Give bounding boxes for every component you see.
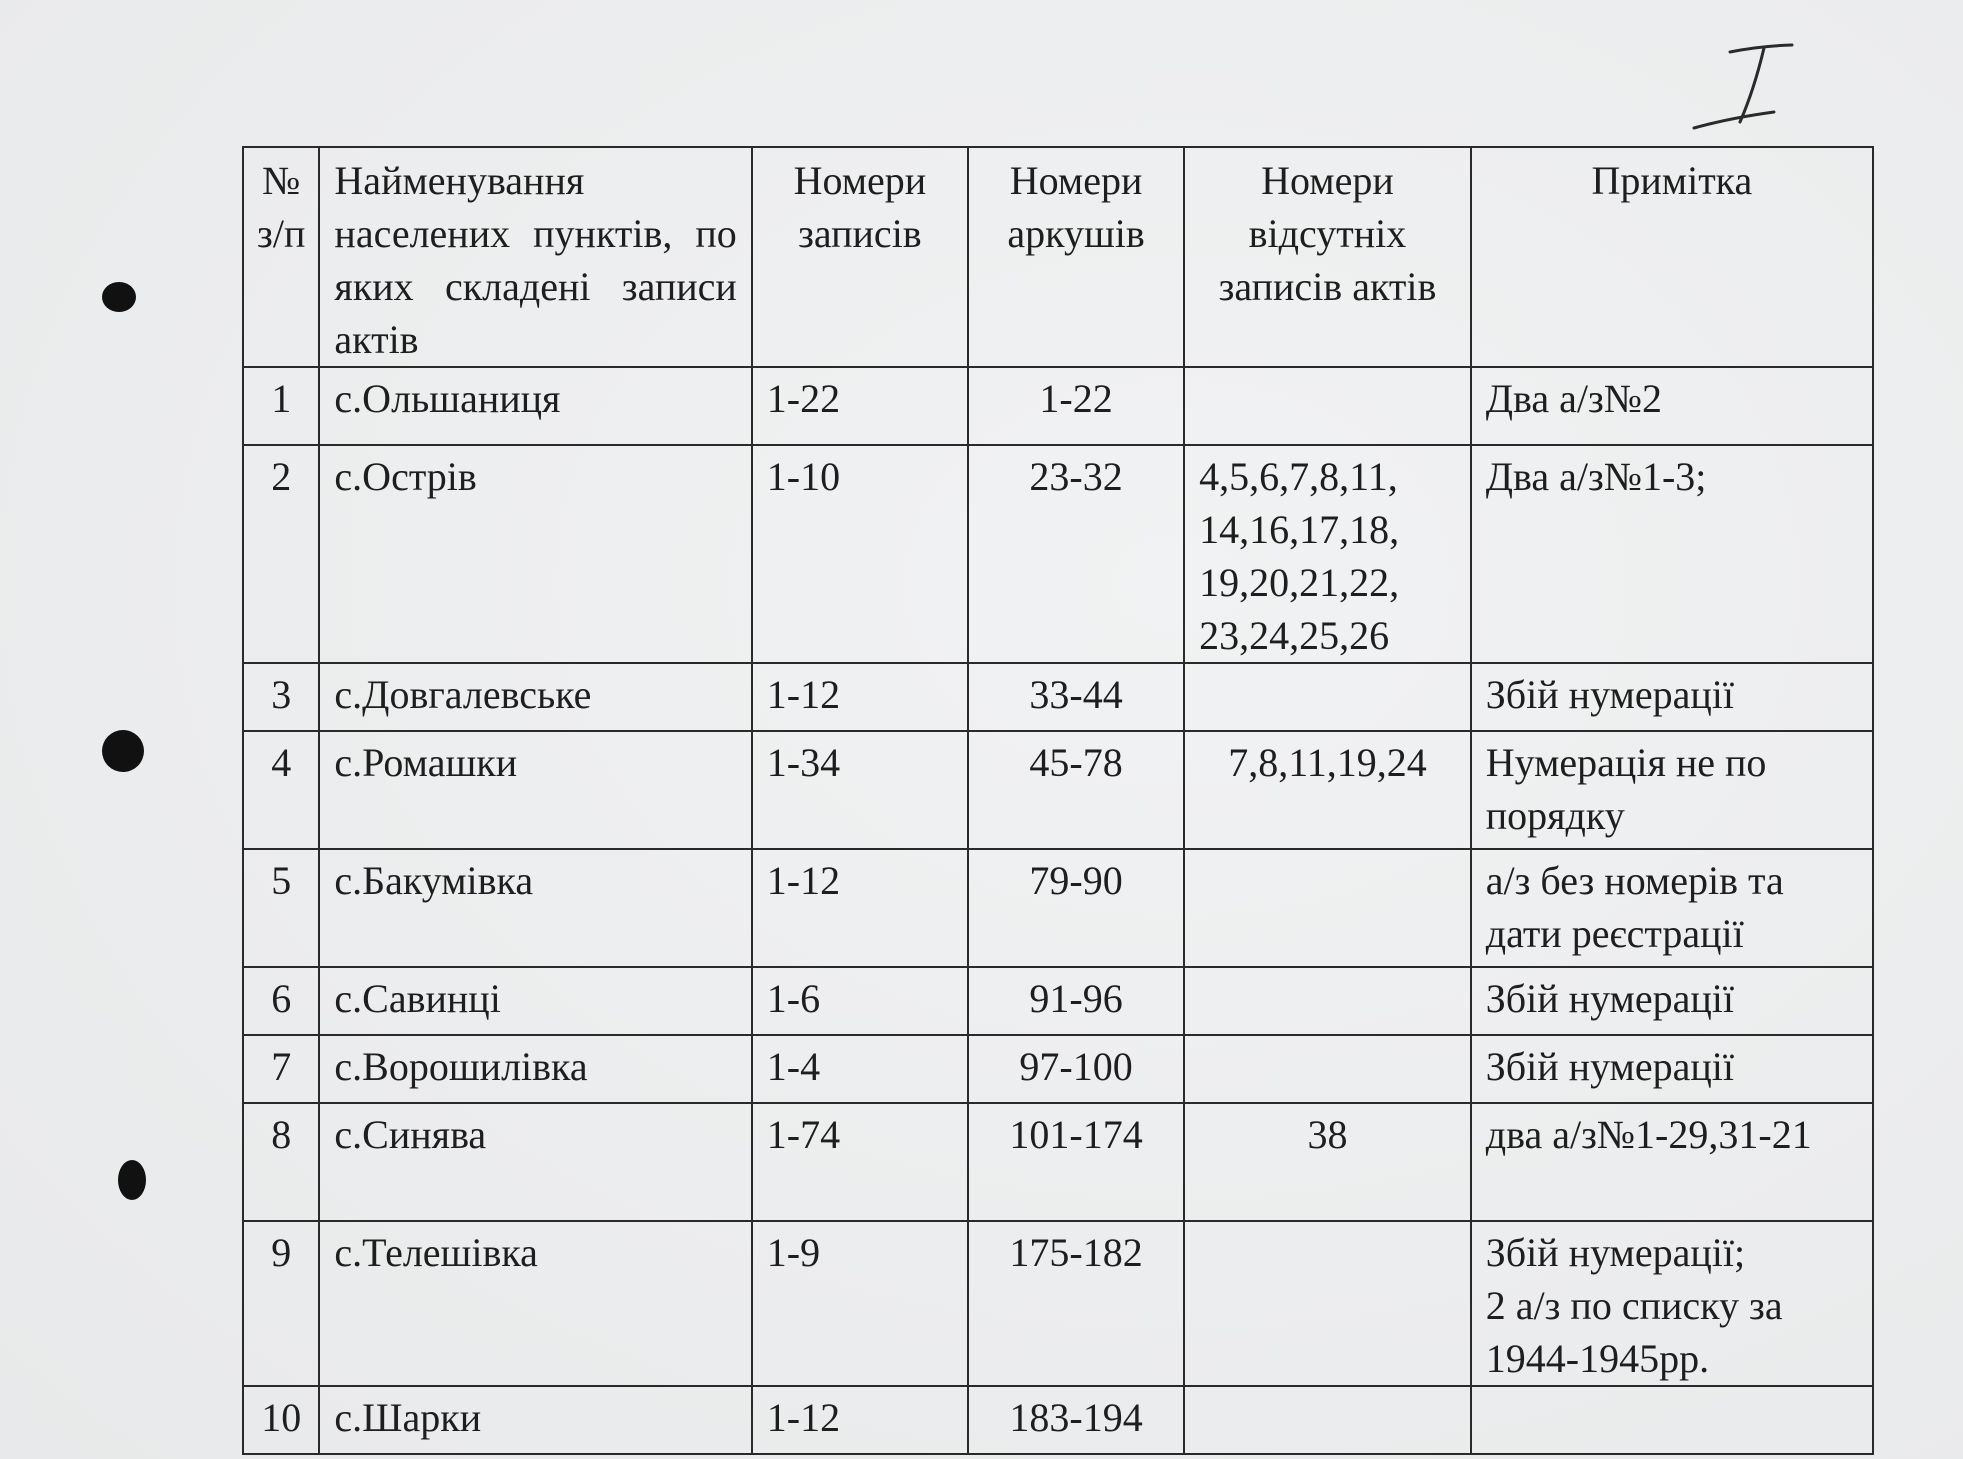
table-row	[243, 1386, 1873, 1454]
row-missing: 4,5,6,7,8,11, 14,16,17,18, 19,20,21,22, 23,24,25,26	[1184, 445, 1471, 663]
table-row	[243, 663, 1873, 731]
row-records: 1-74	[752, 1103, 968, 1221]
row-sheets: 175-182	[968, 1221, 1184, 1386]
row-note: Збій нумерації	[1471, 663, 1873, 731]
punch-hole-top	[102, 282, 136, 312]
table-row	[243, 731, 1873, 849]
row-missing	[1184, 663, 1471, 731]
row-note: два а/з№1-29,31-21	[1471, 1103, 1873, 1221]
row-settlement: с.Телешівка	[319, 1221, 751, 1386]
row-sheets: 45-78	[968, 731, 1184, 849]
header-missing-records: Номери відсутніх записів актів	[1184, 147, 1471, 367]
punch-hole-middle	[102, 730, 144, 772]
row-settlement: с.Довгалевське	[319, 663, 751, 731]
row-sheets: 91-96	[968, 967, 1184, 1035]
row-note	[1471, 1386, 1873, 1454]
row-missing	[1184, 1035, 1471, 1103]
header-record-numbers: Номери записів	[752, 147, 968, 367]
row-number: 10	[243, 1386, 319, 1454]
row-missing	[1184, 1221, 1471, 1386]
row-records: 1-34	[752, 731, 968, 849]
row-sheets: 97-100	[968, 1035, 1184, 1103]
row-records: 1-4	[752, 1035, 968, 1103]
row-records: 1-12	[752, 663, 968, 731]
row-missing: 7,8,11,19,24	[1184, 731, 1471, 849]
handwritten-page-number	[1690, 40, 1800, 140]
table-row	[243, 849, 1873, 967]
row-settlement: с.Ромашки	[319, 731, 751, 849]
row-sheets: 183-194	[968, 1386, 1184, 1454]
row-settlement: с.Ворошилівка	[319, 1035, 751, 1103]
row-missing	[1184, 367, 1471, 445]
row-note: а/з без номерів та дати реєстрації	[1471, 849, 1873, 967]
table-row	[243, 367, 1873, 445]
table-row	[243, 445, 1873, 663]
row-number: 7	[243, 1035, 319, 1103]
row-records: 1-6	[752, 967, 968, 1035]
row-sheets: 79-90	[968, 849, 1184, 967]
row-settlement: с.Острів	[319, 445, 751, 663]
row-note: Два а/з№2	[1471, 367, 1873, 445]
row-sheets: 101-174	[968, 1103, 1184, 1221]
row-records: 1-9	[752, 1221, 968, 1386]
row-missing	[1184, 967, 1471, 1035]
row-number: 8	[243, 1103, 319, 1221]
row-sheets: 33-44	[968, 663, 1184, 731]
row-number: 2	[243, 445, 319, 663]
row-note: Збій нумерації; 2 а/з по списку за 1944-1945рр.	[1471, 1221, 1873, 1386]
row-missing	[1184, 849, 1471, 967]
table-row	[243, 1035, 1873, 1103]
row-missing	[1184, 1386, 1471, 1454]
row-number: 4	[243, 731, 319, 849]
row-number: 5	[243, 849, 319, 967]
table-row	[243, 1103, 1873, 1221]
row-number: 3	[243, 663, 319, 731]
row-number: 1	[243, 367, 319, 445]
row-settlement: с.Бакумівка	[319, 849, 751, 967]
header-sheet-numbers: Номери аркушів	[968, 147, 1184, 367]
row-records: 1-22	[752, 367, 968, 445]
header-settlement-name: Найменування населених пунктів, по яких складені записи актів	[319, 147, 751, 367]
row-settlement: с.Ольшаниця	[319, 367, 751, 445]
punch-hole-bottom	[118, 1160, 146, 1200]
table-header-row	[243, 147, 1873, 367]
table-row	[243, 1221, 1873, 1386]
row-records: 1-10	[752, 445, 968, 663]
row-records: 1-12	[752, 1386, 968, 1454]
row-settlement: с.Савинці	[319, 967, 751, 1035]
row-missing: 38	[1184, 1103, 1471, 1221]
row-sheets: 1-22	[968, 367, 1184, 445]
records-register-table	[242, 146, 1874, 1455]
header-number: № з/п	[243, 147, 319, 367]
row-settlement: с.Шарки	[319, 1386, 751, 1454]
row-settlement: с.Синява	[319, 1103, 751, 1221]
row-note: Два а/з№1-3;	[1471, 445, 1873, 663]
row-sheets: 23-32	[968, 445, 1184, 663]
header-note: Примітка	[1471, 147, 1873, 367]
row-note: Нумерація не по порядку	[1471, 731, 1873, 849]
table-row	[243, 967, 1873, 1035]
row-number: 6	[243, 967, 319, 1035]
row-records: 1-12	[752, 849, 968, 967]
row-number: 9	[243, 1221, 319, 1386]
row-note: Збій нумерації	[1471, 967, 1873, 1035]
row-note: Збій нумерації	[1471, 1035, 1873, 1103]
